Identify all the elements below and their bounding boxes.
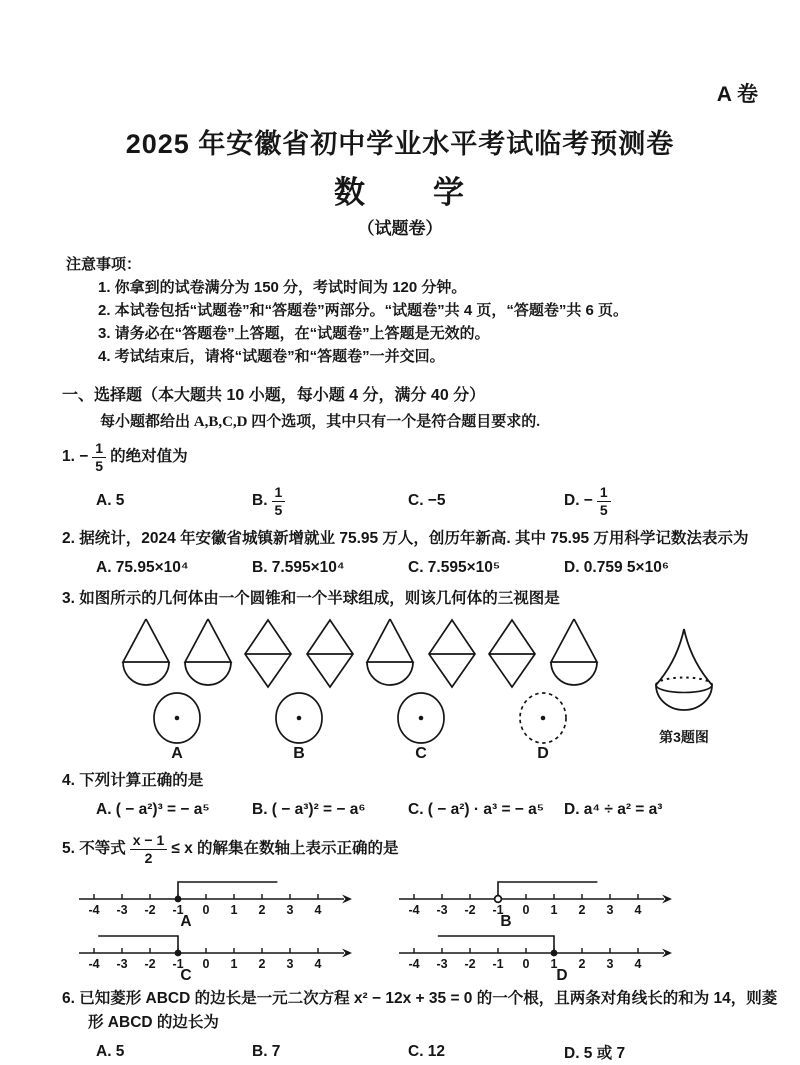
q1-stem-pre: 1. − <box>62 448 89 465</box>
top-view-circle-icon <box>148 691 206 745</box>
question-2-stem: 2. 据统计，2024 年安徽省城镇新增就业 75.95 万人，创历年新高. 其中 75.95 万用科学记数法表示为 <box>62 530 749 547</box>
fraction-denominator: 5 <box>95 457 104 474</box>
notice-item: 2. 本试卷包括“试题卷”和“答题卷”两部分。“试题卷”共 4 页，“答题卷”共 6 页。 <box>98 302 629 319</box>
svg-text:0: 0 <box>202 957 210 971</box>
option-b <box>252 484 408 517</box>
option-d <box>564 484 615 517</box>
option-c: C. 12 <box>408 1043 446 1060</box>
q3-option-B <box>238 617 360 763</box>
front-view-cone-hemisphere-icon <box>363 617 417 689</box>
svg-text:2: 2 <box>578 957 586 971</box>
numberline-A <box>76 873 382 930</box>
svg-text:-3: -3 <box>436 957 448 971</box>
notices-heading: 注意事项： <box>66 256 142 273</box>
option-d: D. a⁴ ÷ a² = a³ <box>564 801 663 818</box>
q3-views <box>485 617 601 689</box>
top-view-circle-icon <box>270 691 328 745</box>
numberline-label: C <box>180 967 192 984</box>
fraction-denominator: 5 <box>599 501 608 518</box>
option-a: A. 75.95×10⁴ <box>96 559 189 576</box>
option-b: B. 7.595×10⁴ <box>252 559 345 576</box>
option-b: B. ( − a³)² = − a⁶ <box>252 801 366 818</box>
front-view-cone-hemisphere-icon <box>181 617 235 689</box>
q3-option-label: C <box>415 745 427 762</box>
filled-endpoint-dot <box>551 950 558 957</box>
fraction <box>597 484 611 517</box>
question-3-stem: 3. 如图所示的几何体由一个圆锥和一个半球组成，则该几何体的三视图是 <box>62 590 560 607</box>
option-c <box>408 492 564 510</box>
svg-text:4: 4 <box>314 903 322 917</box>
svg-text:3: 3 <box>286 903 294 917</box>
svg-text:4: 4 <box>634 903 642 917</box>
svg-text:-3: -3 <box>116 957 128 971</box>
question-4-stem: 4. 下列计算正确的是 <box>62 772 204 789</box>
svg-text:3: 3 <box>606 903 614 917</box>
fraction-numerator: 1 <box>272 484 286 501</box>
notice-item: 1. 你拿到的试卷满分为 150 分，考试时间为 120 分钟。 <box>98 279 467 296</box>
svg-text:0: 0 <box>202 903 210 917</box>
svg-text:1: 1 <box>550 957 558 971</box>
q3-option-D <box>482 617 604 763</box>
svg-text:-4: -4 <box>88 957 100 971</box>
svg-text:-1: -1 <box>172 903 184 917</box>
q5-stem-pre: 5. 不等式 <box>62 840 126 857</box>
question-4-options <box>96 797 800 823</box>
svg-text:0: 0 <box>522 957 530 971</box>
q3-option-C <box>360 617 482 763</box>
svg-text:-3: -3 <box>116 903 128 917</box>
svg-text:-4: -4 <box>88 903 100 917</box>
option-text: D. − <box>564 492 593 509</box>
numberline-label: D <box>556 967 568 984</box>
svg-text:3: 3 <box>606 957 614 971</box>
q3-views <box>241 617 357 689</box>
q3-option-A <box>116 617 238 763</box>
top-view-circle-dashed-icon <box>514 691 572 745</box>
question-1-stem <box>62 437 800 477</box>
option-d: D. 0.759 5×10⁶ <box>564 559 669 576</box>
section-1-note: 每小题都给出 A,B,C,D 四个选项，其中只有一个是符合题目要求的. <box>100 414 541 430</box>
q3-option-label: B <box>293 745 305 762</box>
option-c: C. 7.595×10⁵ <box>408 559 501 576</box>
filled-endpoint-dot <box>175 950 182 957</box>
fraction-numerator: x − 1 <box>130 832 168 849</box>
fraction-numerator: 1 <box>597 484 611 501</box>
q3-solid-figure <box>632 623 736 747</box>
svg-text:1: 1 <box>230 957 238 971</box>
filled-endpoint-dot <box>175 896 182 903</box>
front-view-diamond-icon <box>241 617 295 689</box>
svg-text:1: 1 <box>230 903 238 917</box>
svg-text:-1: -1 <box>492 903 504 917</box>
svg-text:-4: -4 <box>408 957 420 971</box>
svg-text:-2: -2 <box>464 903 476 917</box>
svg-text:0: 0 <box>522 903 530 917</box>
svg-text:-1: -1 <box>172 957 184 971</box>
svg-text:2: 2 <box>258 957 266 971</box>
option-a: A. 5 <box>96 1043 125 1060</box>
front-view-diamond-icon <box>485 617 539 689</box>
question-2-options <box>96 555 800 581</box>
fraction <box>272 484 286 517</box>
edition-label: A 卷 <box>716 83 758 106</box>
section-1-heading: 一、选择题（本大题共 10 小题，每小题 4 分，满分 40 分） <box>62 387 486 404</box>
svg-text:-1: -1 <box>492 957 504 971</box>
fraction-numerator: 1 <box>92 440 106 457</box>
notice-item: 4. 考试结束后，请将“试题卷”和“答题卷”一并交回。 <box>98 348 445 365</box>
q3-option-label: D <box>537 745 549 762</box>
option-b: B. 7 <box>252 1043 281 1060</box>
numberline-label: B <box>500 913 512 930</box>
question-5-stem <box>62 829 800 869</box>
numberline-B <box>396 873 702 930</box>
question-1-options <box>96 481 800 521</box>
q3-figure-caption: 第3题图 <box>659 729 709 745</box>
option-a <box>96 492 252 510</box>
paper-type-label: （试题卷） <box>357 219 443 238</box>
option-text: A. 5 <box>96 492 125 509</box>
svg-text:2: 2 <box>578 903 586 917</box>
option-c: C. ( − a²) · a³ = − a⁵ <box>408 801 545 818</box>
svg-text:-2: -2 <box>464 957 476 971</box>
question-6-options <box>96 1039 800 1065</box>
svg-text:4: 4 <box>634 957 642 971</box>
question-6-stem-line2: 形 ABCD 的边长为 <box>88 1014 219 1031</box>
open-endpoint-dot <box>495 896 502 903</box>
fraction <box>130 832 168 865</box>
notices-block <box>66 253 800 368</box>
front-view-diamond-icon <box>303 617 357 689</box>
q3-option-figures <box>116 617 604 763</box>
svg-text:1: 1 <box>550 903 558 917</box>
svg-text:-2: -2 <box>144 957 156 971</box>
svg-text:3: 3 <box>286 957 294 971</box>
numberline-C <box>76 927 382 984</box>
fraction-denominator: 5 <box>274 501 283 518</box>
front-view-cone-hemisphere-icon <box>547 617 601 689</box>
svg-text:-4: -4 <box>408 903 420 917</box>
option-text: C. −5 <box>408 492 446 509</box>
q1-stem-suffix: 的绝对值为 <box>110 448 188 465</box>
svg-text:-2: -2 <box>144 903 156 917</box>
top-view-circle-icon <box>392 691 450 745</box>
q5-stem-suffix: ≤ x 的解集在数轴上表示正确的是 <box>171 840 399 857</box>
numberline-D <box>396 927 702 984</box>
numberline-label: A <box>180 913 192 930</box>
fraction <box>92 440 106 473</box>
svg-text:4: 4 <box>314 957 322 971</box>
q3-option-label: A <box>171 745 183 762</box>
question-5-numberlines <box>76 873 800 984</box>
option-d: D. 5 或 7 <box>564 1045 626 1062</box>
svg-text:2: 2 <box>258 903 266 917</box>
q3-views <box>119 617 235 689</box>
option-text: B. <box>252 492 268 509</box>
q3-views <box>363 617 479 689</box>
subject-title: 数 学 <box>334 175 466 210</box>
cone-hemisphere-solid-icon <box>632 623 736 723</box>
question-3-figures <box>116 617 800 763</box>
front-view-diamond-icon <box>425 617 479 689</box>
page-title: 2025 年安徽省初中学业水平考试临考预测卷 <box>125 129 675 159</box>
notice-item: 3. 请务必在“答题卷”上答题，在“试题卷”上答题是无效的。 <box>98 325 490 342</box>
option-a: A. ( − a²)³ = − a⁵ <box>96 801 210 818</box>
svg-text:-3: -3 <box>436 903 448 917</box>
fraction-denominator: 2 <box>144 849 153 866</box>
question-6-stem-line1: 6. 已知菱形 ABCD 的边长是一元二次方程 x² − 12x + 35 = 0 的一个根，且两条对角线长的和为 14，则菱 <box>62 990 778 1007</box>
front-view-cone-hemisphere-icon <box>119 617 173 689</box>
